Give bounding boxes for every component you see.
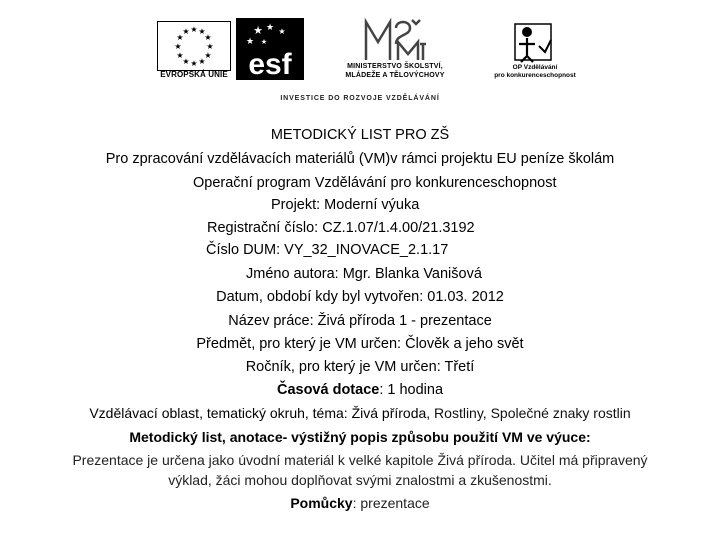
svg-text:★: ★ <box>204 33 212 42</box>
area-value: Rostliny, Společné znaky rostlin <box>434 405 631 421</box>
annotation-line1: Prezentace je určena jako úvodní materiál k velké kapitole Živá příroda. Učitel má připravený <box>72 452 648 468</box>
svg-text:★: ★ <box>182 57 190 66</box>
svg-text:★: ★ <box>198 27 206 36</box>
sheet-title: METODICKÝ LIST PRO ZŠ <box>270 127 450 143</box>
logo-header <box>0 0 720 110</box>
annotation-line2: výklad, žáci mohou doplňovat svými znalostmi a zkušenostmi. <box>168 472 552 488</box>
ministry-label <box>325 62 465 80</box>
svg-text:★: ★ <box>174 42 182 51</box>
svg-text:★: ★ <box>253 25 263 37</box>
svg-text:★: ★ <box>245 36 255 46</box>
investice-tagline: INVESTICE DO ROZVOJE VZDĚLÁVÁNÍ <box>280 95 440 102</box>
svg-text:★: ★ <box>278 27 286 36</box>
registration-line: Registrační číslo: CZ.1.07/1.4.00/21.3192 <box>207 220 475 236</box>
program-line: Operační program Vzdělávání pro konkurenceschopnost <box>193 175 557 191</box>
ministry-label-line1: MINISTERSTVO ŠKOLSTVÍ, <box>347 63 443 70</box>
sheet-subtitle: Pro zpracování vzdělávacích materiálů (VM)v rámci projektu EU peníze školám <box>105 151 615 167</box>
subject-line: Předmět, pro který je VM určen: Člověk a jeho svět <box>196 336 524 352</box>
esf-logo-icon <box>236 18 304 80</box>
date-line: Datum, období kdy byl vytvořen: 01.03. 2012 <box>216 289 504 305</box>
time-line <box>0 381 720 399</box>
svg-text:★: ★ <box>265 22 275 32</box>
op-label <box>485 64 585 80</box>
op-logo-icon <box>505 20 561 64</box>
svg-text:★: ★ <box>204 51 212 60</box>
dum-line: Číslo DUM: VY_32_INOVACE_2.1.17 <box>206 242 449 258</box>
svg-text:★: ★ <box>206 42 214 51</box>
work-title-line: Název práce: Živá příroda 1 - prezentace <box>228 313 492 329</box>
svg-text:★: ★ <box>190 59 198 68</box>
time-value: : 1 hodina <box>379 382 444 398</box>
ministry-logo-icon <box>360 16 432 62</box>
project-line: Projekt: Moderní výuka <box>271 197 420 213</box>
svg-text:★: ★ <box>190 25 198 34</box>
svg-text:★: ★ <box>260 39 268 46</box>
op-label-line2: pro konkurenceschopnost <box>494 72 576 79</box>
aids-value: : prezentace <box>352 495 430 511</box>
eu-flag-icon <box>157 21 231 71</box>
esf-text: esf <box>248 48 292 80</box>
op-label-line1: OP Vzdělávání <box>512 64 558 71</box>
area-line <box>0 404 720 422</box>
svg-text:★: ★ <box>176 33 184 42</box>
eu-label: EVROPSKÁ UNIE <box>160 70 228 79</box>
aids-line <box>0 494 720 512</box>
grade-line: Ročník, pro který je VM určen: Třetí <box>245 359 475 375</box>
time-label: Časová dotace <box>276 382 380 398</box>
ministry-label-line2: MLÁDEŽE A TĚLOVÝCHOVY <box>345 72 445 79</box>
annotation-label: Metodický list, anotace- výstižný popis způsobu použití VM ve výuce: <box>129 429 591 445</box>
author-line: Jméno autora: Mgr. Blanka Vanišová <box>246 266 482 282</box>
aids-label: Pomůcky <box>290 495 353 511</box>
svg-text:★: ★ <box>176 51 184 60</box>
area-label: Vzdělávací oblast, tematický okruh, téma: Živá příroda, <box>89 405 431 421</box>
svg-text:★: ★ <box>198 57 206 66</box>
svg-text:★: ★ <box>182 27 190 36</box>
